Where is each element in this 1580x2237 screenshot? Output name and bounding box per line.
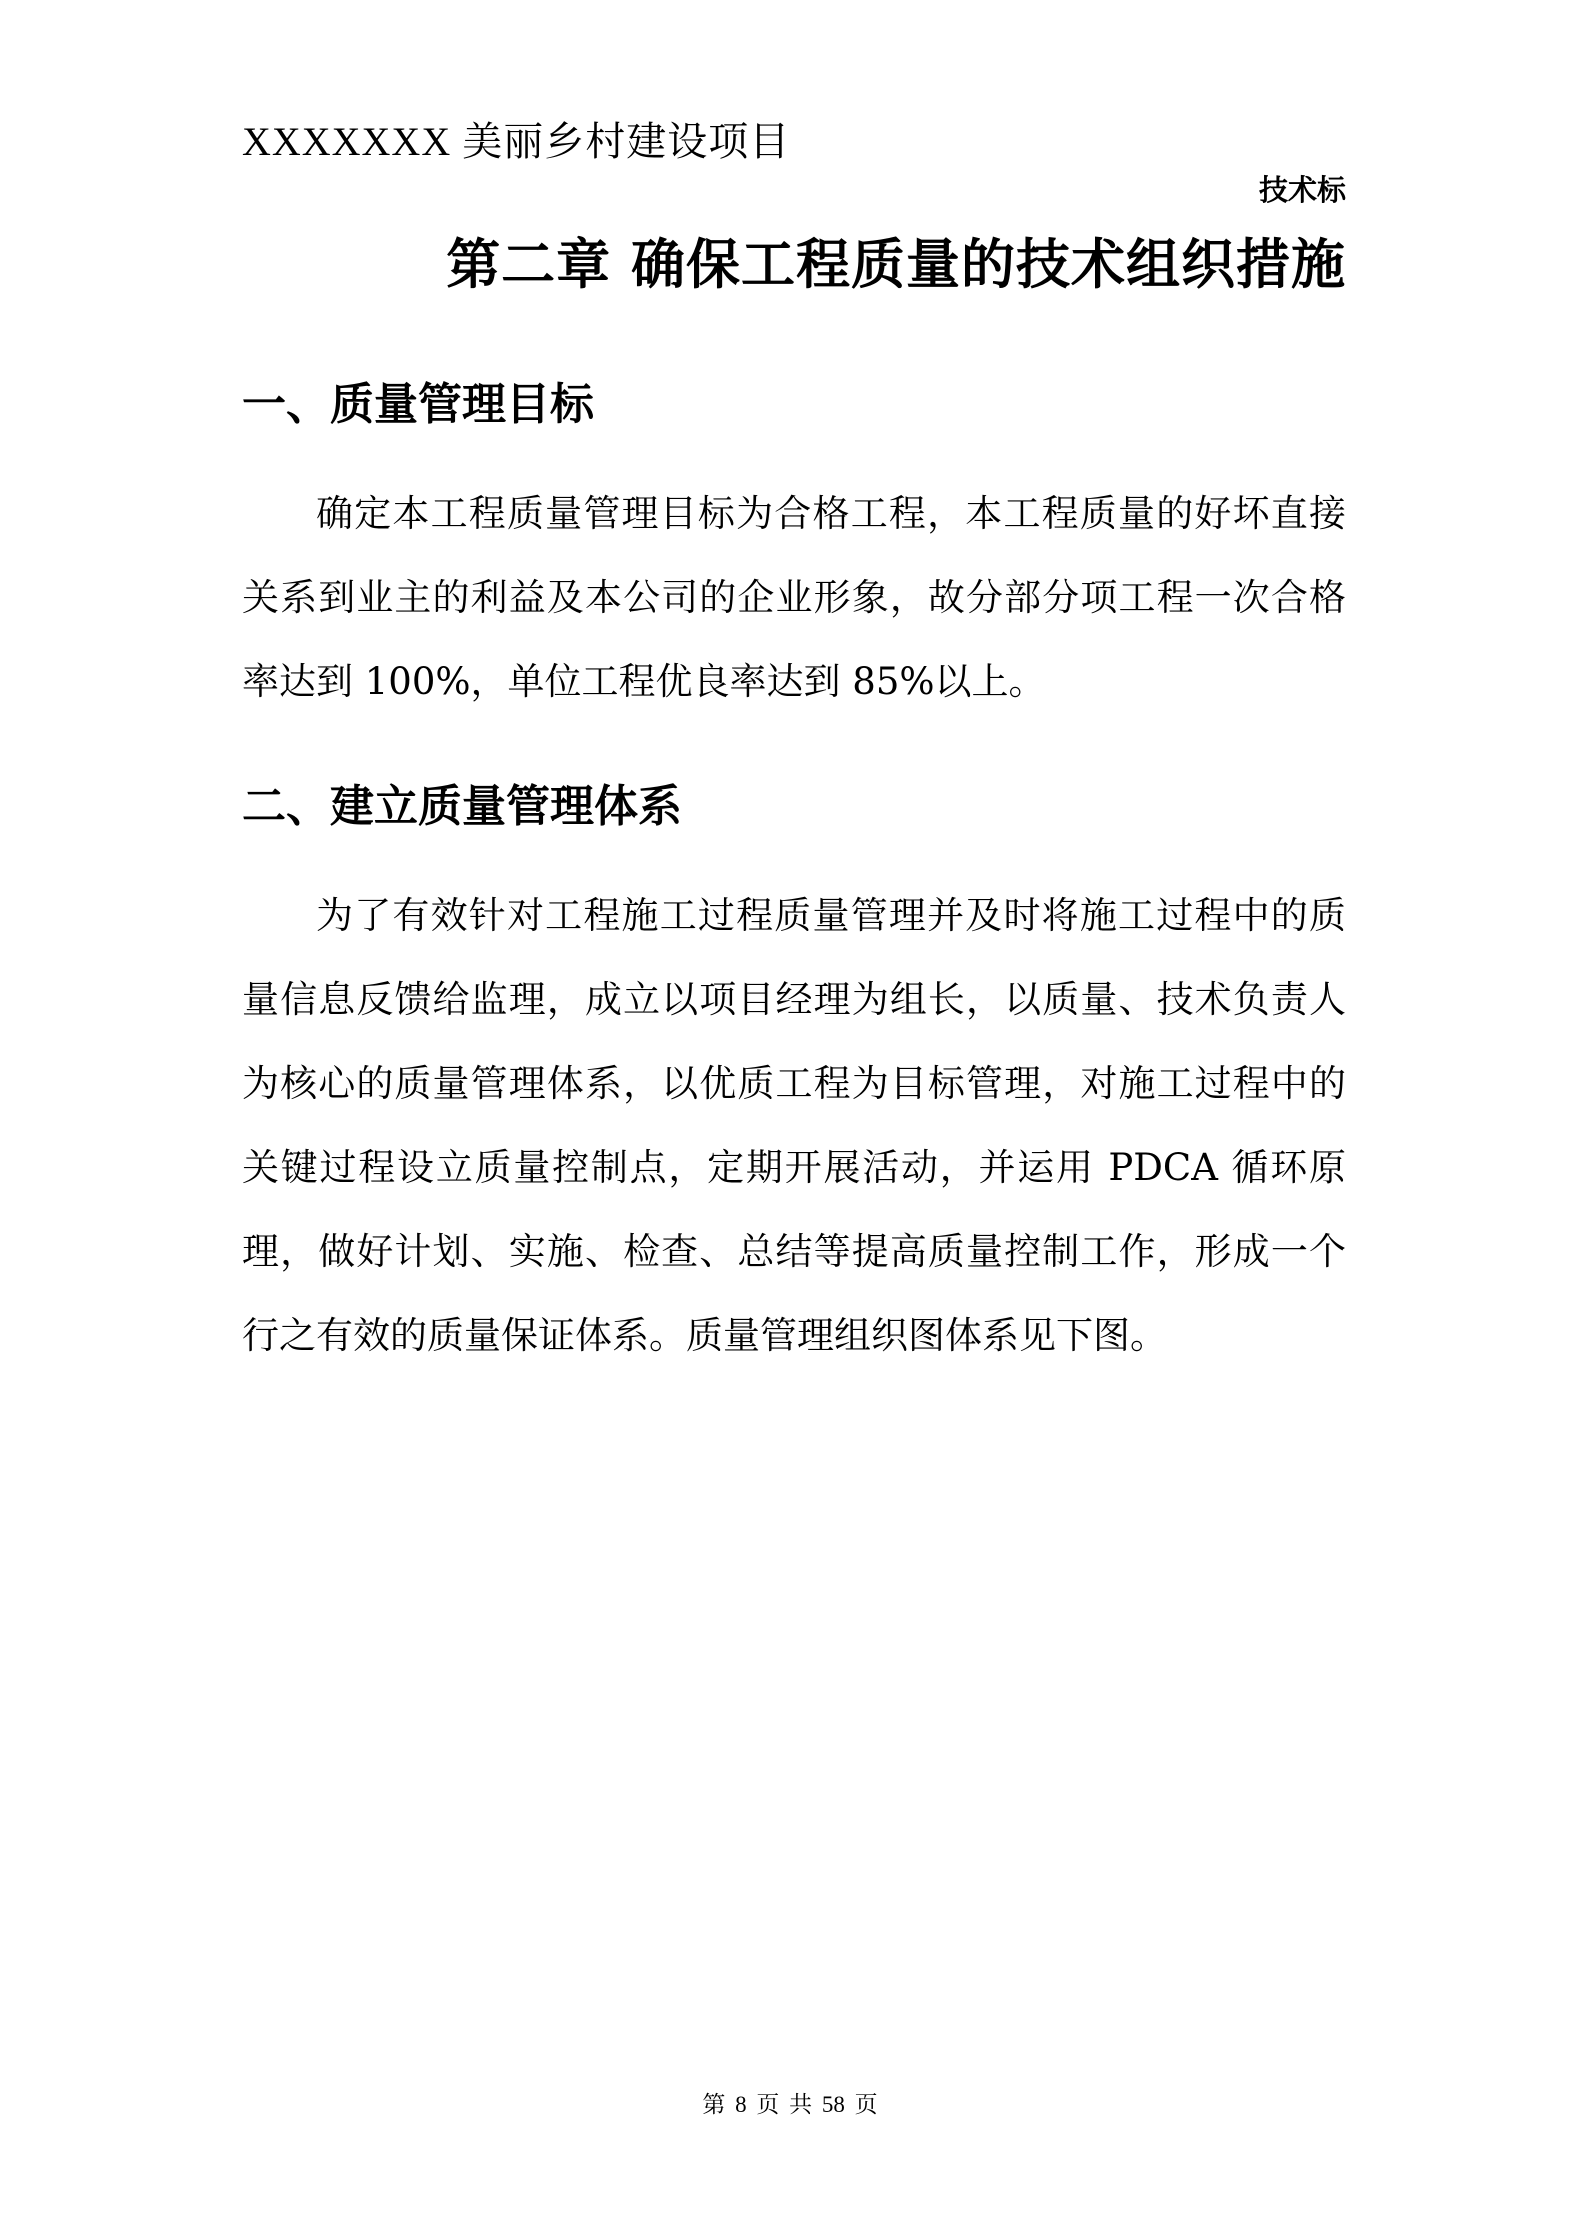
page-footer: 第 8 页 共 58 页 <box>702 2092 878 2117</box>
section-heading-quality-system: 二、建立质量管理体系 <box>242 781 682 832</box>
section-heading-quality-goal: 一、质量管理目标 <box>242 379 594 430</box>
header-tag: 技术标 <box>1258 173 1346 207</box>
chapter-title: 第二章 确保工程质量的技术组织措施 <box>446 233 1346 296</box>
section-paragraph-quality-system: 为了有效针对工程施工过程质量管理并及时将施工过程中的质量信息反馈给监理，成立以项目经理为组长，以质量、技术负责人为核心的质量管理体系，以优质工程为目标管理，对施工过程中的关键过程设立质量控制点，定期开展活动，并运用 PDCA 循环原理，做好计划、实施、检查、总结等提高质量控制工作，形成一个行之有效的质量保证体系。质量管理组织图体系见下图。 <box>242 894 1346 1357</box>
header-project-name: XXXXXXX 美丽乡村建设项目 <box>242 119 791 164</box>
section-paragraph-quality-goal: 确定本工程质量管理目标为合格工程，本工程质量的好坏直接关系到业主的利益及本公司的企业形象，故分部分项工程一次合格率达到 100%，单位工程优良率达到 85%以上。 <box>242 492 1346 703</box>
